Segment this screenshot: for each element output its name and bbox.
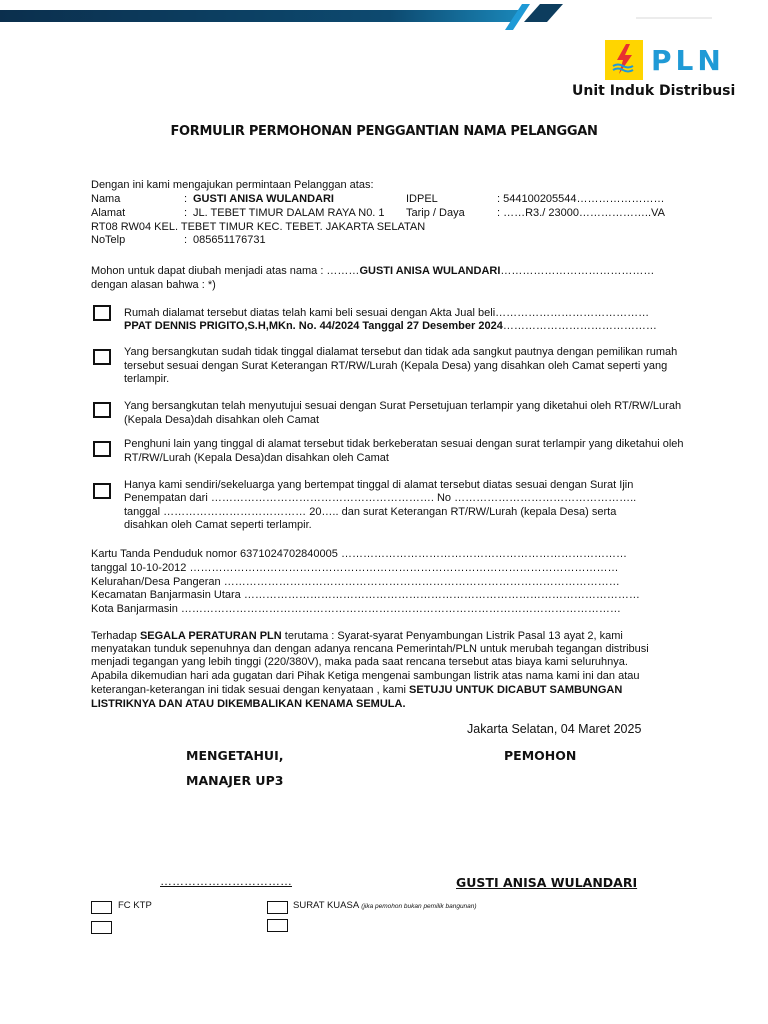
idpel-value: : 544100205544…………………… [497, 193, 665, 205]
ktp-line: Kartu Tanda Penduduk nomor 6371024702840005 …………………………………………………………………… [91, 548, 627, 560]
notelp-value: 085651176731 [193, 234, 266, 246]
tanggal-line: tanggal 10-10-2012 ……………………………………………………………………………………………………… [91, 562, 619, 574]
statement-agree: SETUJU UNTUK DICABUT SAMBUNGAN [409, 684, 623, 696]
statement-rest: terutama : Syarat-syarat Penyambungan Listrik Pasal 13 ayat 2, kami [281, 630, 623, 642]
option-checkbox-3[interactable] [93, 402, 111, 418]
alamat-line2: RT08 RW04 KEL. TEBET TIMUR KEC. TEBET. JAKARTA SELATAN [91, 221, 426, 233]
option-checkbox-5[interactable] [93, 483, 111, 499]
tarip-label: Tarip / Daya [406, 207, 465, 219]
option-1-line1: Rumah dialamat tersebut diatas telah kami beli sesuai dengan Akta Jual beli…………………………………… [124, 307, 650, 319]
option-5-line2: Penempatan dari ……………………………………………………. No ………………………………………….. [124, 492, 637, 504]
right-title: PEMOHON [504, 748, 577, 763]
intro-text: Dengan ini kami mengajukan permintaan Pelanggan atas: [91, 179, 374, 191]
alamat-label: Alamat [91, 207, 126, 219]
extra-checkbox-1[interactable] [91, 921, 112, 934]
tarip-value: : ……R3./ 23000………………..VA [497, 207, 665, 219]
option-checkbox-4[interactable] [93, 441, 111, 457]
request-line [91, 265, 654, 278]
nama-value: GUSTI ANISA WULANDARI [193, 193, 334, 205]
option-3-text: Yang bersangkutan telah menyutujui sesuai dengan Surat Persetujuan terlampir yang diketahui oleh RT/RW/Lurah (Kepala Desa)dah disahkan oleh Camat [124, 400, 682, 426]
statement-rules: SEGALA PERATURAN PLN [139, 630, 282, 642]
fc-ktp-label: FC KTP [118, 900, 152, 911]
surat-kuasa-text: SURAT KUASA [293, 900, 359, 911]
statement-line3: menjadi tegangan yang lebih tinggi (220/380V), maka pada saat rencana tersebut atas biaya kami seluruhnya. [91, 656, 628, 668]
statement-line1 [91, 630, 623, 643]
notelp-label: NoTelp [91, 234, 126, 246]
idpel-label: IDPEL [406, 193, 438, 205]
pln-logo [605, 40, 643, 80]
nama-label: Nama [91, 193, 121, 205]
notelp-colon: : [184, 234, 188, 246]
place-date: Jakarta Selatan, 04 Maret 2025 [467, 722, 642, 736]
request-suffix: …………………………………… [500, 265, 655, 277]
brand-name: PLN [651, 44, 725, 77]
surat-kuasa-checkbox[interactable] [267, 901, 288, 914]
header-decorative-bar [0, 0, 768, 40]
option-1-line2 [124, 320, 657, 333]
reason-label: dengan alasan bahwa : *) [91, 279, 216, 291]
option-5-line3: tanggal ………………………………… 20….. dan surat Keterangan RT/RW/Lurah (kepala Desa) serta [124, 506, 617, 518]
left-signature-line: …………………………… [160, 874, 292, 888]
fc-ktp-checkbox[interactable] [91, 901, 112, 914]
statement-line4: Apabila dikemudian hari ada gugatan dari Pihak Ketiga mengenai sambungan listrik atas nama kami ini dan atau [91, 670, 640, 682]
left-title-2: MANAJER UP3 [186, 773, 284, 788]
surat-kuasa-label [293, 900, 477, 911]
option-2-text: Yang bersangkutan sudah tidak tinggal dialamat tersebut dan tidak ada sangkut pautnya dengan pemilikan rumah tersebut sesuai dengan Surat Keterangan RT/RW/Lurah (Kepala Desa) yang disahkan oleh Camat seperti yang terlampir. [124, 346, 678, 385]
request-name: GUSTI ANISA WULANDARI [359, 265, 501, 277]
extra-checkbox-2[interactable] [267, 919, 288, 932]
kelurahan-line: Kelurahan/Desa Pangeran ……………………………………………………………………………………………… [91, 576, 620, 588]
statement-line6: LISTRIKNYA DAN ATAU DIKEMBALIKAN KENAMA SEMULA. [91, 698, 406, 710]
alamat-value: JL. TEBET TIMUR DALAM RAYA N0. 1 [193, 207, 385, 219]
lightning-icon [605, 40, 643, 80]
kecamatan-line: Kecamatan Banjarmasin Utara ……………………………………………………………………………………………… [91, 589, 640, 601]
option-5-line1: Hanya kami sendiri/sekeluarga yang bertempat tinggal di alamat tersebut diatas sesuai dengan Surat Ijin [124, 479, 634, 491]
request-prefix: Mohon untuk dapat diubah menjadi atas nama : ……… [91, 265, 360, 277]
option-4-text: Penghuni lain yang tinggal di alamat tersebut tidak berkeberatan sesuai dengan surat terlampir yang diketahui oleh RT/RW/Lurah (Kepala Desa)dan disahkan oleh Camat [124, 438, 684, 464]
surat-kuasa-note: (jika pemohon bukan pemilik bangunan) [361, 903, 477, 910]
applicant-name-signature: GUSTI ANISA WULANDARI [456, 875, 638, 890]
kota-line: Kota Banjarmasin ………………………………………………………………………………………………………… [91, 603, 621, 615]
option-checkbox-1[interactable] [93, 305, 111, 321]
statement-line5 [91, 684, 622, 697]
option-checkbox-2[interactable] [93, 349, 111, 365]
option-5-line4: disahkan oleh Camat seperti terlampir. [124, 519, 312, 531]
option-1-dots: …………………………………… [502, 320, 657, 332]
statement-line2: menyatakan tunduk sepenuhnya dan dengan adanya rencana Pemerintah/PLN untuk merubah tegangan distribusi [91, 643, 649, 655]
alamat-colon: : [184, 207, 188, 219]
option-1-ppat: PPAT DENNIS PRIGITO,S.H,MKn. No. 44/2024 Tanggal 27 Desember 2024 [124, 320, 503, 332]
nama-colon: : [184, 193, 188, 205]
form-title: FORMULIR PERMOHONAN PENGGANTIAN NAMA PELANGGAN [170, 124, 598, 139]
statement-line5-text: keterangan-keterangan ini tidak sesuai dengan kenyataan , kami [91, 684, 409, 696]
statement-prefix: Terhadap [91, 630, 140, 642]
left-title-1: MENGETAHUI, [186, 748, 284, 763]
unit-name: Unit Induk Distribusi [572, 83, 736, 99]
